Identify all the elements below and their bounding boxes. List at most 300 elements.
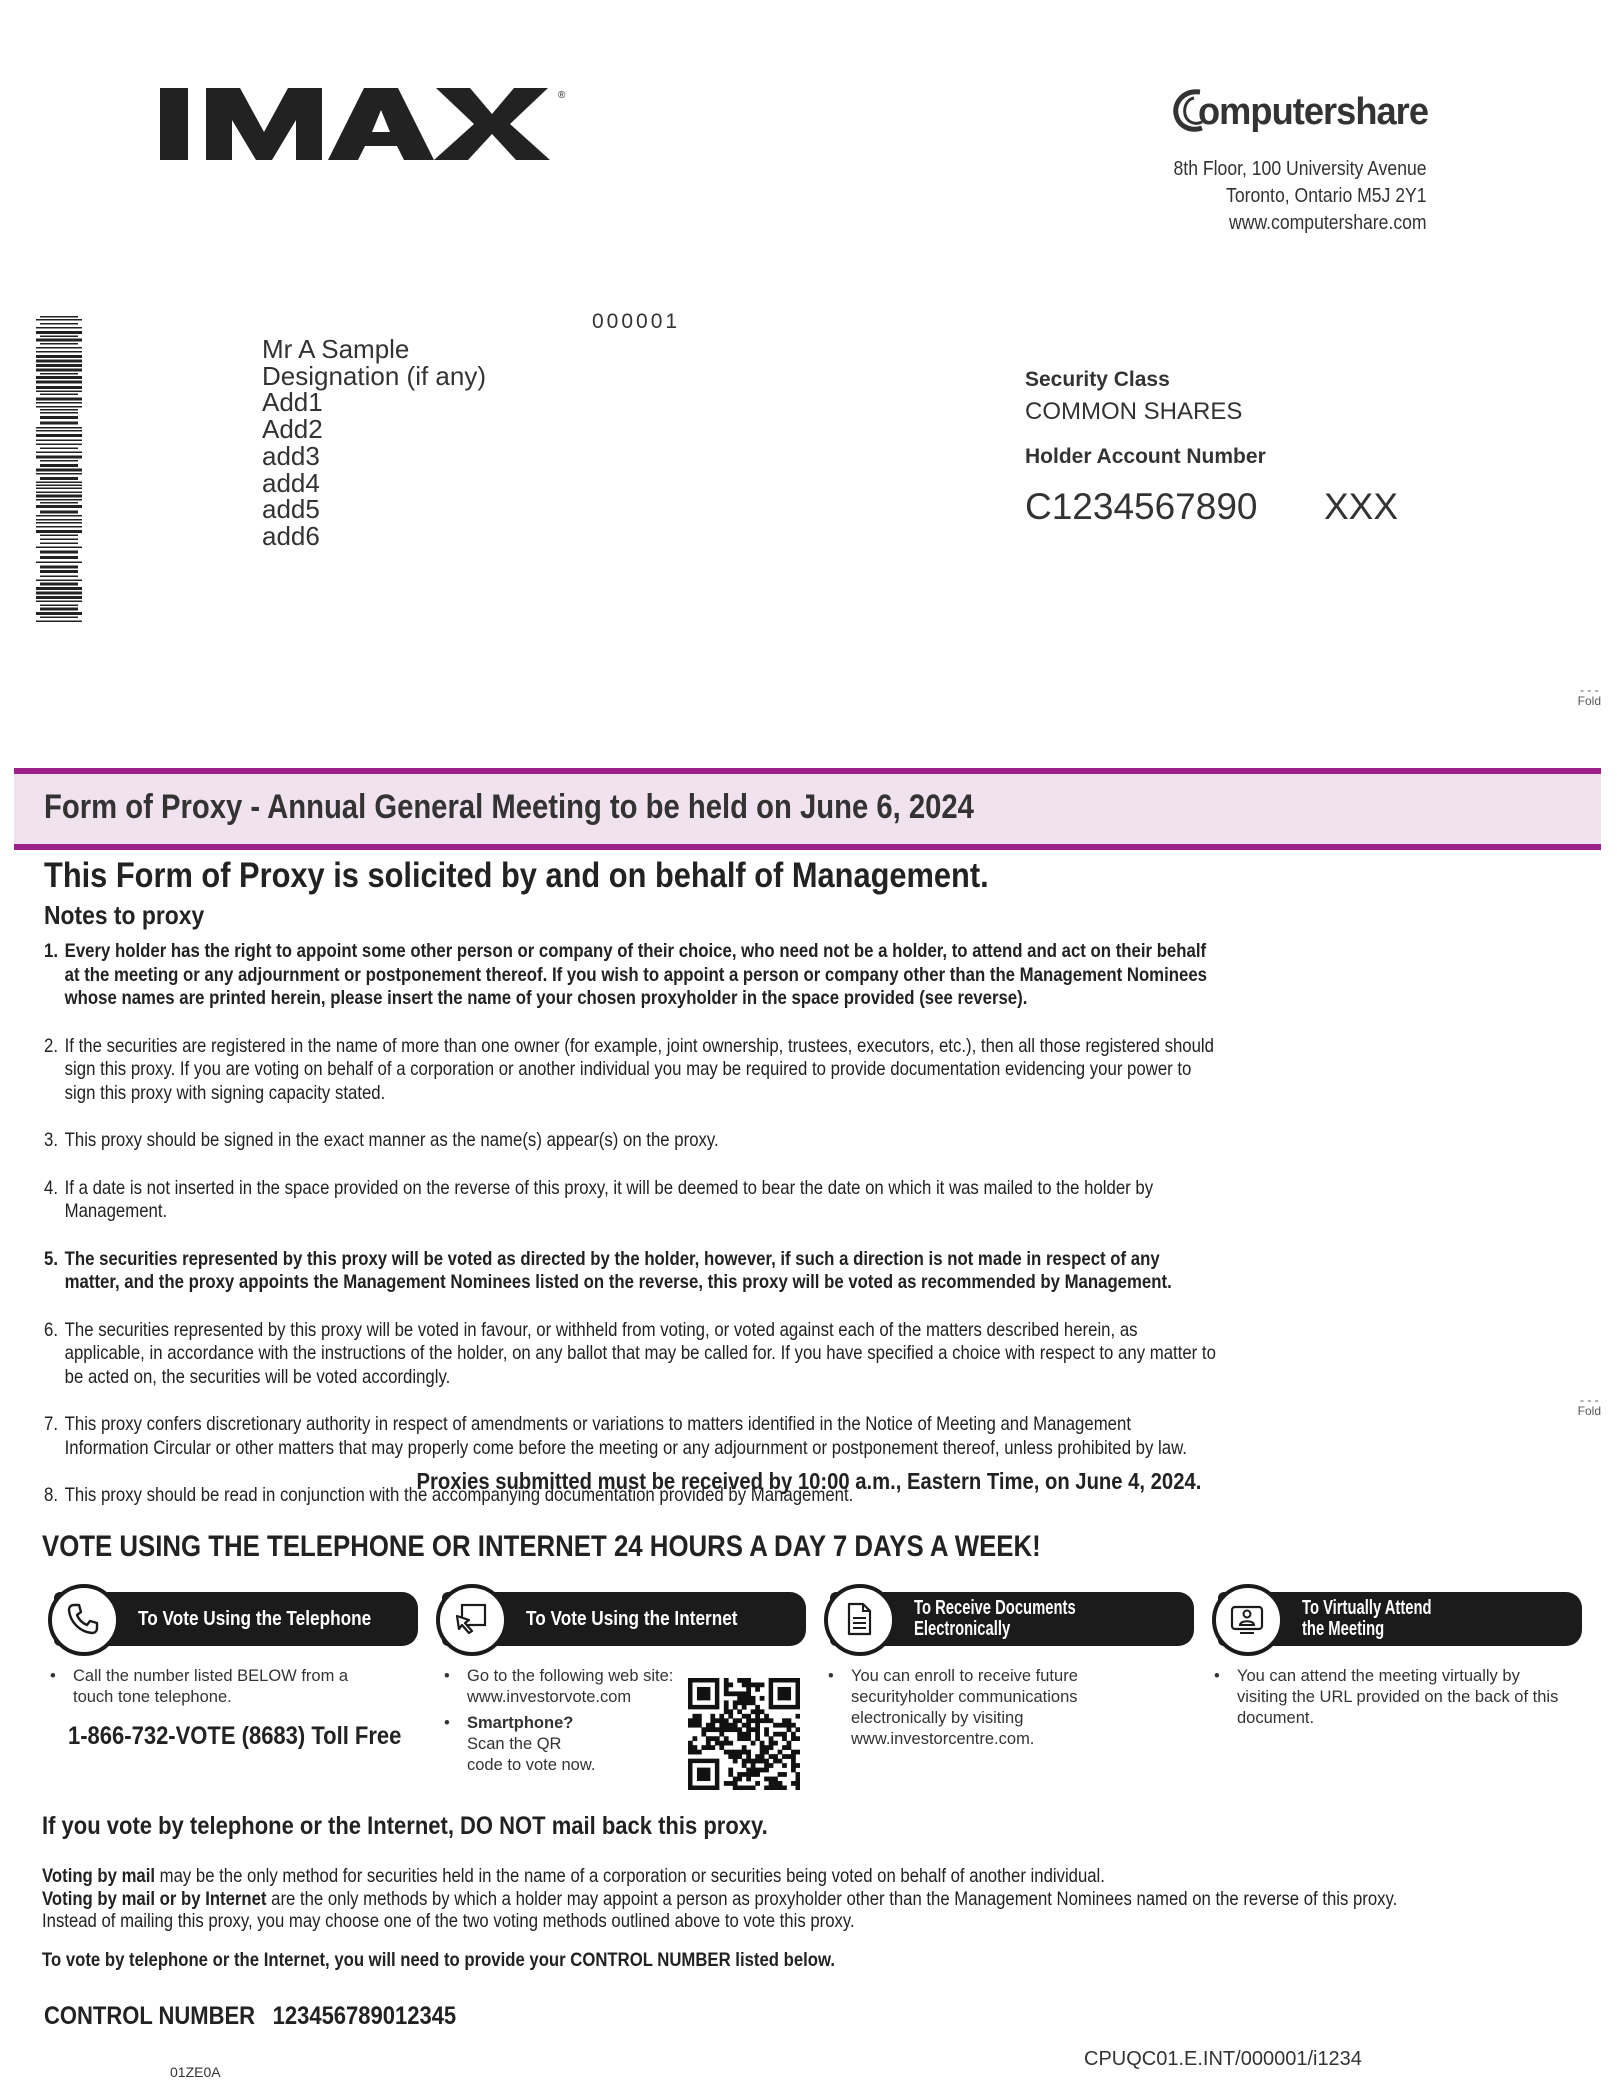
qr-module: [778, 1732, 783, 1737]
qr-module: [733, 1750, 738, 1755]
barcode-bar: [36, 495, 82, 498]
smartphone-label: Smartphone?: [467, 1714, 574, 1732]
qr-module: [791, 1781, 796, 1786]
phone-icon: [48, 1584, 120, 1656]
barcode-bar: [40, 343, 78, 345]
barcode-bar: [40, 323, 78, 325]
qr-module: [760, 1696, 765, 1701]
qr-module: [733, 1754, 738, 1759]
control-number-label: CONTROL NUMBER: [44, 2002, 256, 2030]
barcode-bar: [36, 592, 82, 595]
barcode-bar: [40, 617, 78, 619]
barcode-bar: [36, 456, 82, 459]
form-title: Form of Proxy - Annual General Meeting to be held on June 6, 2024: [44, 788, 974, 826]
qr-finder: [697, 1768, 710, 1781]
qr-code[interactable]: [688, 1678, 800, 1795]
qr-module: [778, 1723, 783, 1728]
qr-module: [760, 1745, 765, 1750]
mail-line: [42, 1889, 1450, 1912]
qr-module: [728, 1772, 733, 1777]
qr-module: [773, 1786, 778, 1790]
qr-module: [796, 1714, 800, 1719]
address-line: add6: [262, 520, 320, 551]
qr-module: [706, 1745, 711, 1750]
qr-module: [760, 1718, 765, 1723]
qr-module: [787, 1741, 792, 1746]
barcode-bar: [36, 351, 82, 353]
barcode-bar: [36, 530, 82, 533]
qr-module: [719, 1745, 724, 1750]
qr-module: [746, 1700, 751, 1705]
documents-header: [830, 1592, 1194, 1646]
qr-module: [782, 1754, 787, 1759]
barcode-bar: [36, 360, 82, 363]
documents-instructions: [826, 1666, 1176, 1750]
qr-module: [697, 1723, 702, 1728]
qr-module: [791, 1754, 796, 1759]
barcode-bar: [36, 515, 82, 517]
qr-module: [728, 1682, 733, 1687]
note-number: 8.: [44, 1484, 58, 1506]
qr-module: [715, 1718, 720, 1723]
qr-module: [769, 1718, 774, 1723]
qr-module: [760, 1759, 765, 1764]
barcode-bar: [36, 488, 82, 490]
qr-module: [760, 1750, 765, 1755]
barcode-bar: [36, 612, 82, 615]
qr-module: [701, 1745, 706, 1750]
qr-module: [733, 1777, 738, 1782]
qr-module: [751, 1763, 756, 1768]
barcode-bar: [36, 427, 82, 429]
fold-label: Fold: [1577, 694, 1601, 708]
barcode-bar: [36, 430, 82, 432]
fold-label: Fold: [1577, 1404, 1601, 1418]
footer-form-id: 01ZE0A: [170, 2064, 221, 2080]
qr-module: [728, 1723, 733, 1728]
qr-module: [764, 1718, 769, 1723]
qr-module: [769, 1777, 774, 1782]
qr-module: [742, 1678, 747, 1683]
qr-module: [742, 1682, 747, 1687]
barcode-bar: [40, 551, 78, 554]
barcode-bar: [40, 316, 78, 318]
barcode-bar: [40, 556, 78, 559]
qr-module: [728, 1714, 733, 1719]
note-text: This proxy confers discretionary authority in respect of amendments or variations to matters identified in the Notice of Meeting and Management Information Circular or other matters that may properly come before the meeting or any adjournment or postponement thereof, unless prohibited by law.: [64, 1413, 1187, 1459]
barcode-bar: [40, 566, 78, 569]
security-class-value: COMMON SHARES: [1025, 398, 1243, 425]
qr-module: [751, 1772, 756, 1777]
qr-module: [769, 1786, 774, 1790]
qr-module: [742, 1723, 747, 1728]
qr-module: [688, 1750, 693, 1755]
qr-module: [724, 1741, 729, 1746]
barcode-bar: [36, 434, 82, 437]
qr-module: [728, 1709, 733, 1714]
qr-module: [755, 1705, 760, 1710]
qr-module: [787, 1727, 792, 1732]
qr-module: [742, 1732, 747, 1737]
qr-module: [733, 1718, 738, 1723]
note-item: [44, 1248, 1217, 1295]
qr-module: [692, 1745, 697, 1750]
qr-module: [760, 1682, 765, 1687]
qr-module: [737, 1750, 742, 1755]
telephone-vote-title: To Vote Using the Telephone: [138, 1607, 372, 1630]
qr-module: [782, 1718, 787, 1723]
qr-module: [742, 1763, 747, 1768]
imax-logo: [160, 80, 568, 169]
cursor-screen-icon: [436, 1584, 508, 1656]
form-title-bar: [14, 768, 1601, 850]
telephone-instructions: [48, 1666, 393, 1708]
qr-module: [737, 1786, 742, 1790]
note-number: 4.: [44, 1176, 58, 1199]
note-number: 7.: [44, 1413, 58, 1435]
qr-module: [751, 1718, 756, 1723]
barcode-bar: [40, 583, 78, 586]
qr-module: [751, 1709, 756, 1714]
barcode-bar: [36, 562, 82, 564]
qr-module: [746, 1687, 751, 1692]
qr-module: [746, 1768, 751, 1773]
qr-module: [737, 1732, 742, 1737]
note-text: If a date is not inserted in the space provided on the reverse of this proxy, it will be deemed to bear the date on which it was mailed to the holder by Management.: [64, 1176, 1154, 1222]
qr-module: [733, 1705, 738, 1710]
address-line: add3: [262, 440, 320, 471]
barcode-bar: [36, 473, 82, 475]
qr-module: [755, 1736, 760, 1741]
qr-module: [719, 1723, 724, 1728]
barcode-bar: [40, 394, 78, 396]
qr-module: [742, 1759, 747, 1764]
qr-module: [755, 1727, 760, 1732]
qr-module: [760, 1754, 765, 1759]
barcode-bar: [40, 535, 78, 537]
qr-module: [742, 1705, 747, 1710]
qr-module: [787, 1723, 792, 1728]
qr-module: [773, 1754, 778, 1759]
qr-module: [728, 1691, 733, 1696]
barcode-bar: [36, 601, 82, 603]
qr-module: [697, 1750, 702, 1755]
address-line: add5: [262, 494, 320, 525]
qr-module: [751, 1682, 756, 1687]
qr-module: [724, 1678, 729, 1683]
qr-module: [724, 1750, 729, 1755]
fold-mark: - - - Fold: [1577, 683, 1601, 708]
qr-module: [751, 1741, 756, 1746]
virtual-title-line2: the Meeting: [1302, 1618, 1385, 1640]
qr-module: [737, 1691, 742, 1696]
barcode-bar: [36, 485, 82, 487]
note-text: This proxy should be read in conjunction with the accompanying documentation provided by Management.: [64, 1484, 854, 1506]
barcode-bar: [36, 402, 82, 404]
qr-module: [715, 1736, 720, 1741]
barcode-bar: [40, 448, 78, 450]
qr-module: [692, 1714, 697, 1719]
note-text: This proxy should be signed in the exact manner as the name(s) appear(s) on the proxy.: [64, 1129, 719, 1151]
qr-module: [791, 1736, 796, 1741]
qr-module: [755, 1772, 760, 1777]
qr-module: [751, 1786, 756, 1790]
qr-module: [791, 1732, 796, 1737]
qr-module: [742, 1691, 747, 1696]
qr-module: [733, 1700, 738, 1705]
note-text: The securities represented by this proxy will be voted in favour, or withheld from voting, or voted against each of the matters described herein, as applicable, in accordance with the instructions of the holder, on any ballot that may be called for. If you have specified a choice with respect to any matter to be acted on, the securities will be voted accordingly.: [64, 1318, 1216, 1388]
qr-module: [724, 1682, 729, 1687]
qr-module: [764, 1714, 769, 1719]
barcode-bar: [40, 511, 78, 514]
barcode-bar: [40, 576, 78, 578]
internet-vote-title: To Vote Using the Internet: [526, 1607, 738, 1630]
holder-account-suffix: XXX: [1324, 486, 1399, 527]
qr-module: [769, 1781, 774, 1786]
holder-account-number: C1234567890: [1025, 486, 1258, 527]
mail-instructions: [42, 1866, 1450, 1934]
qr-module: [688, 1723, 693, 1728]
qr-module: [764, 1745, 769, 1750]
barcode-bar: [36, 398, 82, 401]
qr-module: [764, 1759, 769, 1764]
qr-module: [746, 1754, 751, 1759]
qr-module: [764, 1777, 769, 1782]
notes-list: [44, 940, 1420, 1532]
barcode-bar: [36, 327, 82, 329]
sequence-number: 000001: [592, 310, 681, 333]
qr-module: [782, 1736, 787, 1741]
barcode-bar: [36, 369, 82, 372]
qr-module: [715, 1741, 720, 1746]
qr-module: [755, 1718, 760, 1723]
barcode-bar: [36, 621, 82, 623]
qr-module: [710, 1718, 715, 1723]
qr-module: [796, 1777, 800, 1782]
qr-module: [688, 1745, 693, 1750]
note-item: [44, 1177, 1217, 1224]
security-class-label: Security Class: [1025, 368, 1170, 391]
qr-module: [787, 1745, 792, 1750]
qr-module: [724, 1700, 729, 1705]
agent-address: [1174, 156, 1427, 237]
qr-module: [692, 1736, 697, 1741]
qr-module: [710, 1714, 715, 1719]
qr-module: [751, 1700, 756, 1705]
qr-module: [719, 1727, 724, 1732]
qr-module: [769, 1763, 774, 1768]
qr-module: [701, 1727, 706, 1732]
virtual-bullet: • You can attend the meeting virtually by visiting the URL provided on the back of this document.: [1212, 1666, 1572, 1729]
qr-module: [796, 1781, 800, 1786]
note-item: [44, 1319, 1217, 1390]
qr-module: [737, 1754, 742, 1759]
qr-module: [760, 1768, 765, 1773]
qr-module: [710, 1745, 715, 1750]
qr-module: [692, 1723, 697, 1728]
qr-module: [760, 1741, 765, 1746]
qr-module: [755, 1768, 760, 1773]
qr-module: [782, 1786, 787, 1790]
agent-website: www.computershare.com: [1229, 212, 1427, 234]
qr-module: [791, 1763, 796, 1768]
qr-module: [751, 1768, 756, 1773]
barcode-bar: [36, 452, 82, 454]
qr-module: [746, 1682, 751, 1687]
barcode-bar: [36, 381, 82, 384]
barcode-bar: [40, 539, 78, 541]
qr-module: [796, 1786, 800, 1790]
qr-module: [719, 1718, 724, 1723]
note-item: [44, 1035, 1217, 1106]
qr-module: [773, 1777, 778, 1782]
qr-module: [782, 1772, 787, 1777]
qr-module: [706, 1736, 711, 1741]
qr-module: [746, 1727, 751, 1732]
qr-module: [728, 1750, 733, 1755]
document-icon: [824, 1584, 896, 1656]
qr-module: [742, 1750, 747, 1755]
control-number-value: 123456789012345: [272, 2002, 457, 2030]
qr-module: [751, 1696, 756, 1701]
qr-module: [719, 1714, 724, 1719]
documents-title-line2: Electronically: [914, 1618, 1011, 1640]
qr-module: [737, 1777, 742, 1782]
qr-module: [782, 1723, 787, 1728]
barcode-bar: [40, 570, 78, 573]
barcode-bar: [36, 319, 82, 321]
note-number: 2.: [44, 1034, 58, 1057]
qr-module: [796, 1772, 800, 1777]
note-number: 6.: [44, 1318, 58, 1341]
address-line: Mr A Sample: [262, 334, 410, 364]
barcode-bar: [40, 605, 78, 607]
svg-text:®: ®: [558, 90, 566, 101]
barcode-bar: [36, 519, 82, 521]
address-line: Add2: [262, 414, 323, 445]
qr-module: [728, 1754, 733, 1759]
agent-address-line2: Toronto, Ontario M5J 2Y1: [1226, 185, 1427, 207]
qr-module: [742, 1745, 747, 1750]
barcode-bar: [36, 444, 82, 446]
qr-module: [773, 1759, 778, 1764]
qr-module: [688, 1741, 693, 1746]
mail-line: Instead of mailing this proxy, you may choose one of the two voting methods outlined above to vote this proxy.: [42, 1911, 855, 1932]
internet-instructions: [442, 1666, 682, 1776]
barcode-bar: [40, 412, 78, 414]
qr-module: [746, 1736, 751, 1741]
proxy-deadline-text: Proxies submitted must be received by 10:00 a.m., Eastern Time, on June 4, 2024.: [416, 1468, 1201, 1494]
note-item: [44, 940, 1217, 1011]
qr-module: [724, 1705, 729, 1710]
qr-module: [737, 1700, 742, 1705]
qr-module: [688, 1718, 693, 1723]
qr-module: [773, 1723, 778, 1728]
note-number: 5.: [44, 1247, 58, 1270]
virtual-meeting-icon: [1212, 1584, 1284, 1656]
qr-module: [791, 1723, 796, 1728]
qr-module: [755, 1714, 760, 1719]
qr-module: [742, 1696, 747, 1701]
qr-module: [728, 1781, 733, 1786]
virtual-title-line1: To Virtually Attend: [1302, 1597, 1432, 1619]
qr-finder: [697, 1687, 710, 1700]
qr-module: [778, 1786, 783, 1790]
qr-module: [737, 1772, 742, 1777]
virtual-attend-header: [1218, 1592, 1582, 1646]
qr-module: [737, 1696, 742, 1701]
notes-heading: Notes to proxy: [44, 900, 205, 930]
qr-module: [728, 1727, 733, 1732]
qr-module: [742, 1786, 747, 1790]
qr-module: [737, 1727, 742, 1732]
qr-module: [746, 1772, 751, 1777]
barcode-bar: [36, 331, 82, 334]
qr-module: [760, 1709, 765, 1714]
barcode-bar: [40, 422, 78, 425]
control-number-note: To vote by telephone or the Internet, you will need to provide your CONTROL NUMBER listed below.: [42, 1950, 836, 1971]
qr-module: [791, 1768, 796, 1773]
qr-module: [746, 1750, 751, 1755]
qr-module: [724, 1718, 729, 1723]
qr-module: [724, 1723, 729, 1728]
barcode-bar: [36, 587, 82, 590]
qr-module: [724, 1691, 729, 1696]
barcode-bar: [36, 547, 82, 549]
smartphone-bullet: [442, 1713, 682, 1776]
qr-module: [791, 1750, 796, 1755]
internet-vote-header: [442, 1592, 806, 1646]
qr-module: [706, 1723, 711, 1728]
qr-module: [724, 1687, 729, 1692]
barcode-bar: [40, 608, 78, 611]
smartphone-text: Scan the QR code to vote now.: [467, 1735, 596, 1774]
qr-module: [710, 1736, 715, 1741]
mail-line: [42, 1866, 1450, 1889]
qr-module: [751, 1727, 756, 1732]
qr-module: [728, 1768, 733, 1773]
qr-module: [746, 1714, 751, 1719]
barcode-bar: [40, 464, 78, 467]
qr-module: [746, 1691, 751, 1696]
qr-module: [755, 1754, 760, 1759]
barcode-bar: [36, 376, 82, 379]
qr-finder: [778, 1687, 791, 1700]
internet-bullet: • Go to the following web site: www.investorvote.com: [442, 1666, 682, 1708]
qr-module: [746, 1678, 751, 1683]
note-item: [44, 1413, 1217, 1460]
svg-text:omputershare: omputershare: [1198, 91, 1428, 133]
telephone-number[interactable]: 1-866-732-VOTE (8683) Toll Free: [68, 1722, 402, 1750]
qr-module: [755, 1682, 760, 1687]
qr-module: [733, 1723, 738, 1728]
qr-module: [742, 1772, 747, 1777]
solicited-heading: This Form of Proxy is solicited by and on behalf of Management.: [44, 856, 989, 895]
qr-module: [710, 1727, 715, 1732]
barcode-bar: [40, 477, 78, 480]
qr-module: [697, 1718, 702, 1723]
qr-module: [746, 1777, 751, 1782]
proxy-deadline: [0, 1468, 1617, 1495]
qr-module: [796, 1750, 800, 1755]
qr-module: [769, 1741, 774, 1746]
barcode-bar: [36, 391, 82, 393]
note-text: If the securities are registered in the name of more than one owner (for example, joint ownership, trustees, executors, etc.), then all those registered should sign this proxy. If you are voting on behalf of a corporation or another individual you may be required to provide documentation evidencing your power to sign this proxy with signing capacity stated.: [64, 1034, 1214, 1104]
qr-module: [737, 1736, 742, 1741]
qr-module: [746, 1718, 751, 1723]
qr-module: [710, 1723, 715, 1728]
documents-bullet: • You can enroll to receive future securityholder communications electronically by visiting www.investorcentre.com.: [826, 1666, 1176, 1750]
